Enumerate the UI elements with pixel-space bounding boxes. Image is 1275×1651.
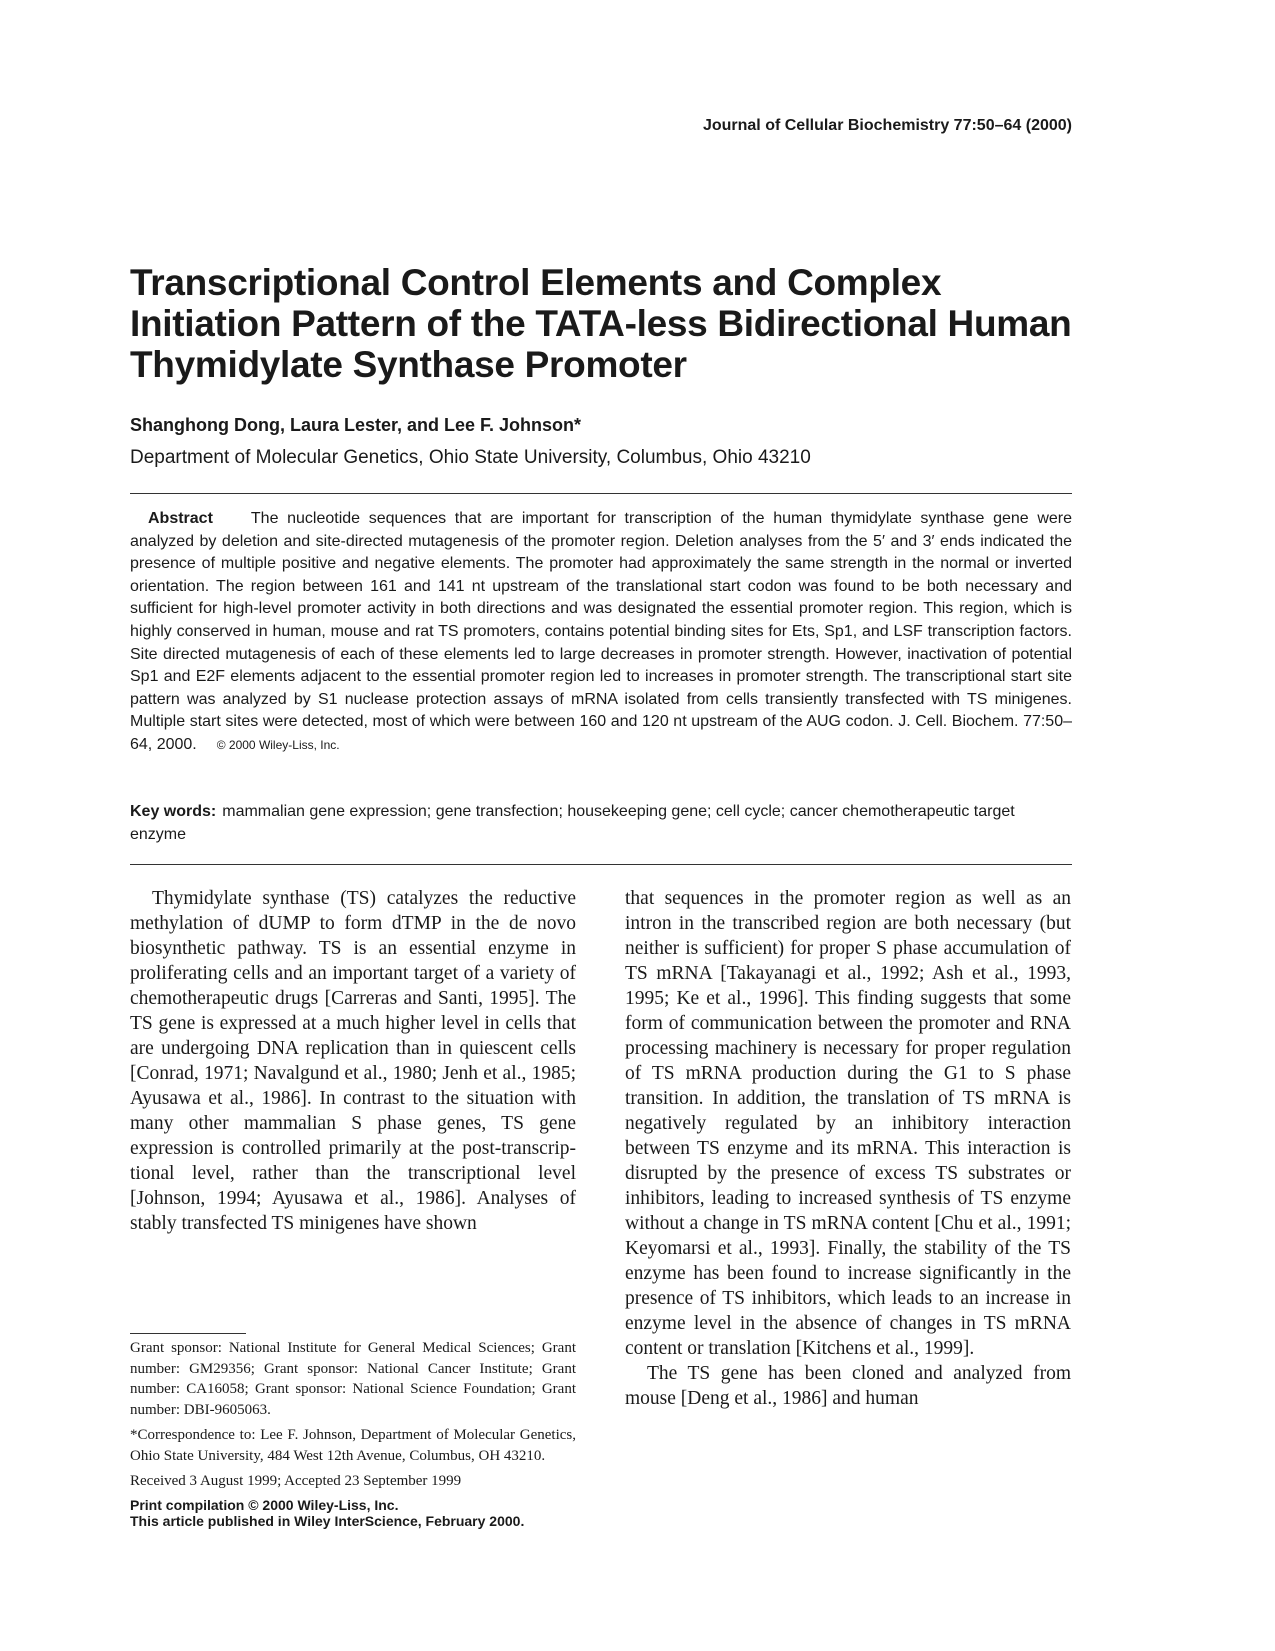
footnotes: [130, 1338, 576, 1529]
keywords: [130, 800, 1072, 846]
keywords-label: Key words:: [130, 803, 217, 820]
keywords-text: mammalian gene expression; gene transfection; housekeeping gene; cell cycle; cancer chemotherapeutic target enzyme: [130, 803, 1015, 843]
copyright-note: © 2000 Wiley-Liss, Inc.: [216, 737, 340, 752]
body-column-right: [625, 886, 1071, 1411]
grant-footnote: Grant sponsor: National Institute for General Medical Sciences; Grant number: GM29356; Grant sponsor: National Cancer Institute; Grant number: CA16058; Grant sponsor: National Science Foundation; Grant number: DBI-9605063.: [130, 1340, 576, 1418]
article-title: Transcriptional Control Elements and Complex Initiation Pattern of the TATA-less Bidirectional Human Thymidylate Synthase Promoter: [130, 262, 1072, 385]
abstract-text: The nucleotide sequences that are important for transcription of the human thymidylate synthase gene were analyzed by deletion and site-directed mutagenesis of the promoter region. Deletion analyses from the 5′ and 3′ ends indicated the presence of multiple positive and negative elements. The promoter had approximately the same strength in the normal or inverted orientation. The region between 161 and 141 nt upstream of the translational start codon was found to be both necessary and sufficient for high-level promoter activity in both directions and was designated the essential promoter region. This region, which is highly conserved in human, mouse and rat TS promoters, contains potential binding sites for Ets, Sp1, and LSF transcription factors. Site directed mutagenesis of each of these elements led to large decreases in promoter strength. However, inactivation of potential Sp1 and E2F elements adjacent to the essential promoter region led to increases in promoter strength. The transcriptional start site pattern was analyzed by S1 nuclease protection assays of mRNA isolated from cells transiently transfected with TS minigenes. Multiple start sites were detected, most of which were between 160 and 120 nt upstream of the AUG codon. J. Cell. Biochem. 77:50–64, 2000.: [130, 510, 1072, 753]
received-footnote: Received 3 August 1999; Accepted 23 September 1999: [130, 1473, 462, 1489]
correspondence-footnote: *Correspondence to: Lee F. Johnson, Department of Molecular Genetics, Ohio State University, 484 West 12th Avenue, Columbus, OH 43210.: [130, 1427, 576, 1464]
print-compilation-note: Print compilation © 2000 Wiley-Liss, Inc.: [130, 1496, 399, 1513]
body-paragraph: that sequences in the promoter region as well as an intron in the transcribed region are both necessary (but neither is sufficient) for proper S phase accumulation of TS mRNA [Takayanagi et al., 1992; Ash et al., 1993, 1995; Ke et al., 1996]. This finding suggests that some form of communication between the promoter and RNA processing machinery is necessary for proper regulation of TS mRNA production during the G1 to S phase transition. In addition, the translation of TS mRNA is negatively regulated by an inhibitory interaction between TS enzyme and its mRNA. This interaction is disrupted by the presence of excess TS substrates or inhibitors, leading to increased synthesis of TS enzyme without a change in TS mRNA content [Chu et al., 1991; Keyomarsi et al., 1993]. Finally, the stability of the TS enzyme has been found to increase significantly in the presence of TS inhibitors, which leads to an increase in enzyme level in the absence of changes in TS mRNA content or translation [Kitchens et al., 1999].: [625, 888, 1071, 1359]
author-list: Shanghong Dong, Laura Lester, and Lee F. Johnson*: [130, 415, 582, 435]
abstract-top-rule: [130, 493, 1072, 494]
footnote-rule: [130, 1333, 246, 1334]
journal-header: Journal of Cellular Biochemistry 77:50–64 (2000): [702, 117, 1072, 134]
body-column-left: [130, 886, 576, 1236]
publication-note: This article published in Wiley InterScience, February 2000.: [130, 1512, 525, 1529]
affiliation: Department of Molecular Genetics, Ohio State University, Columbus, Ohio 43210: [130, 447, 811, 468]
abstract: [130, 508, 1072, 757]
body-paragraph: The TS gene has been cloned and analyzed from mouse [Deng et al., 1986] and human: [625, 1363, 1071, 1409]
abstract-label: Abstract: [148, 510, 213, 527]
abstract-bottom-rule: [130, 864, 1072, 865]
body-paragraph: Thymidylate synthase (TS) catalyzes the reductive methylation of dUMP to form dTMP in the de novo biosynthetic pathway. TS is an essential enzyme in proliferating cells and an important target of a variety of chemotherapeutic drugs [Carreras and Santi, 1995]. The TS gene is expressed at a much higher level in cells that are undergoing DNA replication than in quiescent cells [Conrad, 1971; Navalgund et al., 1980; Jenh et al., 1985; Ayusawa et al., 1986]. In contrast to the situation with many other mammalian S phase genes, TS gene expression is controlled primarily at the post-transcriptional level, rather than the transcriptional level [Johnson, 1994; Ayusawa et al., 1986]. Analyses of stably transfected TS minigenes have shown: [130, 888, 576, 1234]
